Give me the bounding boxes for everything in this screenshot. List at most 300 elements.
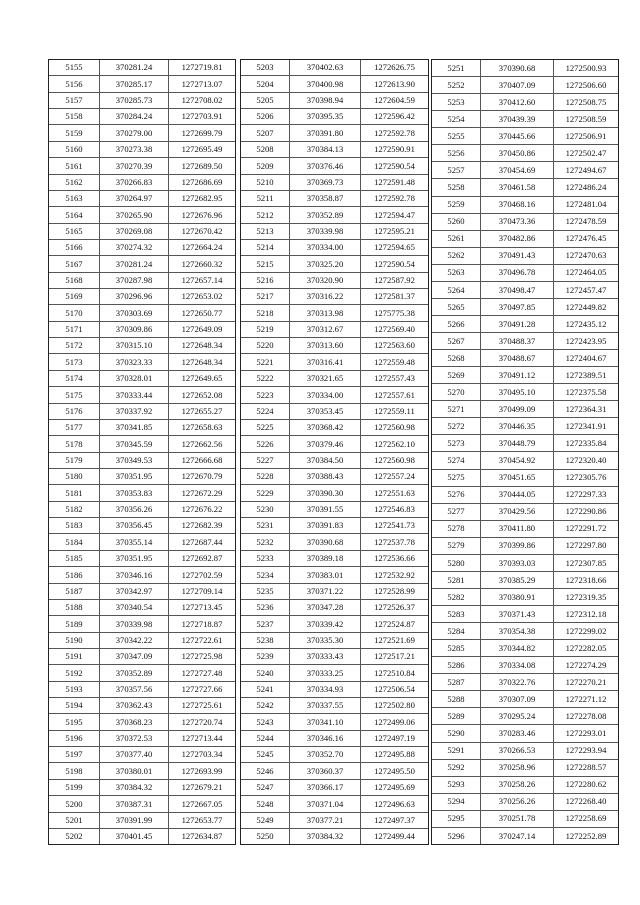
point-number-cell: 5193: [49, 682, 100, 697]
y-coordinate-cell: 1272649.65: [181, 373, 223, 384]
point-number-cell: 5189: [49, 616, 100, 631]
point-number-cell: 5269: [432, 367, 481, 383]
table-row: [241, 404, 428, 420]
table-row: [241, 763, 428, 779]
x-coordinate-cell: 370393.03: [481, 555, 554, 571]
y-coordinate-cell: 1272291.72: [565, 523, 607, 534]
x-coordinate-cell: 370461.58: [481, 179, 554, 195]
table-row: [241, 224, 428, 240]
x-coordinate-cell: 370391.99: [100, 813, 169, 828]
table-row: [432, 282, 618, 299]
point-number-cell: 5210: [241, 175, 290, 190]
x-coordinate-cell: 370355.14: [100, 534, 169, 549]
table-row: [49, 714, 235, 730]
table-row: [432, 640, 618, 657]
point-number-cell: 5228: [241, 469, 290, 484]
point-number-cell: 5212: [241, 207, 290, 222]
point-number-cell: 5276: [432, 487, 481, 503]
table-row: [241, 175, 428, 191]
x-coordinate-cell: 370496.78: [481, 265, 554, 281]
point-number-cell: 5222: [241, 371, 290, 386]
x-coordinate-cell: 370399.86: [481, 538, 554, 554]
table-row: [241, 747, 428, 763]
x-coordinate-cell: 370454.69: [481, 162, 554, 178]
y-coordinate-cell: 1272713.44: [181, 733, 223, 744]
table-row: [49, 289, 235, 305]
table-row: [432, 828, 618, 844]
table-row: [241, 240, 428, 256]
x-coordinate-cell: 370353.45: [290, 404, 361, 419]
table-row: [49, 76, 235, 92]
point-number-cell: 5185: [49, 551, 100, 566]
x-coordinate-cell: 370337.92: [100, 404, 169, 419]
point-number-cell: 5295: [432, 811, 481, 827]
table-row: [241, 796, 428, 812]
table-row: [432, 214, 618, 231]
x-coordinate-cell: 370347.09: [100, 649, 169, 664]
y-coordinate-cell: 1272268.40: [565, 796, 607, 807]
y-coordinate-cell: 1272319.35: [565, 591, 607, 602]
y-coordinate-cell: 1272290.86: [565, 506, 607, 517]
y-coordinate-cell: 1272557.61: [374, 389, 415, 400]
point-number-cell: 5273: [432, 435, 481, 451]
point-number-cell: 5202: [49, 829, 100, 844]
x-coordinate-cell: 370321.65: [290, 371, 361, 386]
y-coordinate-cell: 1272626.75: [374, 62, 415, 73]
point-number-cell: 5266: [432, 316, 481, 332]
x-coordinate-cell: 370376.46: [290, 158, 361, 173]
x-coordinate-cell: 370354.38: [481, 623, 554, 639]
x-coordinate-cell: 370384.50: [290, 453, 361, 468]
point-number-cell: 5219: [241, 322, 290, 337]
x-coordinate-cell: 370352.89: [100, 665, 169, 680]
x-coordinate-cell: 370371.22: [290, 584, 361, 599]
point-number-cell: 5214: [241, 240, 290, 255]
x-coordinate-cell: 370482.86: [481, 231, 554, 247]
x-coordinate-cell: 370322.76: [481, 674, 554, 690]
point-number-cell: 5230: [241, 502, 290, 517]
x-coordinate-cell: 370333.44: [100, 387, 169, 402]
table-row: [49, 747, 235, 763]
table-row: [49, 698, 235, 714]
y-coordinate-cell: 1272713.07: [181, 78, 223, 89]
table-row: [49, 485, 235, 501]
x-coordinate-cell: 370448.79: [481, 435, 554, 451]
x-coordinate-cell: 370342.97: [100, 584, 169, 599]
x-coordinate-cell: 370451.65: [481, 470, 554, 486]
y-coordinate-cell: 1272288.57: [565, 762, 607, 773]
point-number-cell: 5200: [49, 796, 100, 811]
x-coordinate-cell: 370377.21: [290, 813, 361, 828]
y-coordinate-cell: 1272341.91: [565, 421, 607, 432]
point-number-cell: 5184: [49, 534, 100, 549]
y-coordinate-cell: 1272658.63: [181, 422, 223, 433]
point-number-cell: 5254: [432, 111, 481, 127]
table-row: [49, 371, 235, 387]
table-row: [241, 780, 428, 796]
y-coordinate-cell: 1272664.24: [181, 242, 223, 253]
point-number-cell: 5201: [49, 813, 100, 828]
y-coordinate-cell: 1272725.61: [181, 700, 223, 711]
point-number-cell: 5195: [49, 714, 100, 729]
x-coordinate-cell: 370353.83: [100, 485, 169, 500]
y-coordinate-cell: 1272660.32: [181, 258, 223, 269]
y-coordinate-cell: 1272676.22: [181, 504, 223, 515]
y-coordinate-cell: 1272687.44: [181, 536, 223, 547]
x-coordinate-cell: 370411.80: [481, 521, 554, 537]
x-coordinate-cell: 370488.67: [481, 350, 554, 366]
table-row: [49, 354, 235, 370]
point-number-cell: 5261: [432, 231, 481, 247]
table-row: [241, 371, 428, 387]
x-coordinate-cell: 370491.12: [481, 367, 554, 383]
point-number-cell: 5198: [49, 763, 100, 778]
x-coordinate-cell: 370344.82: [481, 640, 554, 656]
point-number-cell: 5278: [432, 521, 481, 537]
point-number-cell: 5158: [49, 109, 100, 124]
table-row: [49, 207, 235, 223]
y-coordinate-cell: 1272506.91: [565, 130, 607, 141]
y-coordinate-cell: 1272375.58: [565, 386, 607, 397]
x-coordinate-cell: 370352.70: [290, 747, 361, 762]
y-coordinate-cell: 1272718.87: [181, 618, 223, 629]
y-coordinate-cell: 1272297.33: [565, 489, 607, 500]
point-number-cell: 5164: [49, 207, 100, 222]
point-number-cell: 5188: [49, 600, 100, 615]
table-row: [432, 691, 618, 708]
point-number-cell: 5160: [49, 142, 100, 157]
table-row: [241, 256, 428, 272]
x-coordinate-cell: 370400.98: [290, 76, 361, 91]
table-row: [432, 248, 618, 265]
y-coordinate-cell: 1272495.50: [374, 765, 415, 776]
point-number-cell: 5156: [49, 76, 100, 91]
point-number-cell: 5268: [432, 350, 481, 366]
point-number-cell: 5241: [241, 682, 290, 697]
x-coordinate-cell: 370444.05: [481, 487, 554, 503]
x-coordinate-cell: 370380.91: [481, 589, 554, 605]
table-row: [49, 322, 235, 338]
x-coordinate-cell: 370390.30: [290, 485, 361, 500]
y-coordinate-cell: 1272596.42: [374, 111, 415, 122]
y-coordinate-cell: 1272613.90: [374, 78, 415, 89]
x-coordinate-cell: 370266.53: [481, 743, 554, 759]
y-coordinate-cell: 1272686.69: [181, 176, 223, 187]
y-coordinate-cell: 1272569.40: [374, 324, 415, 335]
y-coordinate-cell: 1272559.11: [374, 405, 415, 416]
point-number-cell: 5180: [49, 469, 100, 484]
x-coordinate-cell: 370287.98: [100, 273, 169, 288]
x-coordinate-cell: 370401.45: [100, 829, 169, 844]
coordinate-table-left: [48, 59, 236, 845]
y-coordinate-cell: 1272457.47: [565, 284, 607, 295]
y-coordinate-cell: 1272692.87: [181, 553, 223, 564]
x-coordinate-cell: 370391.83: [290, 518, 361, 533]
y-coordinate-cell: 1272634.87: [181, 831, 223, 842]
y-coordinate-cell: 1272278.08: [565, 711, 607, 722]
point-number-cell: 5191: [49, 649, 100, 664]
table-row: [432, 384, 618, 401]
y-coordinate-cell: 1272271.12: [565, 694, 607, 705]
table-row: [432, 197, 618, 214]
table-row: [241, 125, 428, 141]
x-coordinate-cell: 370251.78: [481, 811, 554, 827]
y-coordinate-cell: 1272725.98: [181, 651, 223, 662]
x-coordinate-cell: 370383.01: [290, 567, 361, 582]
point-number-cell: 5223: [241, 387, 290, 402]
x-coordinate-cell: 370391.55: [290, 502, 361, 517]
table-row: [432, 162, 618, 179]
y-coordinate-cell: 1272562.10: [374, 438, 415, 449]
x-coordinate-cell: 370379.46: [290, 436, 361, 451]
x-coordinate-cell: 370341.85: [100, 420, 169, 435]
y-coordinate-cell: 1272299.02: [565, 625, 607, 636]
y-coordinate-cell: 1272537.78: [374, 536, 415, 547]
y-coordinate-cell: 1275775.38: [374, 307, 415, 318]
table-row: [432, 350, 618, 367]
x-coordinate-cell: 370345.59: [100, 436, 169, 451]
x-coordinate-cell: 370360.37: [290, 763, 361, 778]
point-number-cell: 5277: [432, 504, 481, 520]
x-coordinate-cell: 370274.32: [100, 240, 169, 255]
point-number-cell: 5245: [241, 747, 290, 762]
point-number-cell: 5286: [432, 657, 481, 673]
x-coordinate-cell: 370313.98: [290, 305, 361, 320]
x-coordinate-cell: 370325.20: [290, 256, 361, 271]
point-number-cell: 5244: [241, 731, 290, 746]
y-coordinate-cell: 1272604.59: [374, 95, 415, 106]
table-row: [241, 665, 428, 681]
x-coordinate-cell: 370368.23: [100, 714, 169, 729]
y-coordinate-cell: 1272305.76: [565, 472, 607, 483]
point-number-cell: 5293: [432, 777, 481, 793]
table-row: [432, 538, 618, 555]
point-number-cell: 5213: [241, 224, 290, 239]
table-row: [49, 567, 235, 583]
table-row: [432, 179, 618, 196]
point-number-cell: 5248: [241, 796, 290, 811]
point-number-cell: 5203: [241, 60, 290, 75]
x-coordinate-cell: 370285.17: [100, 76, 169, 91]
y-coordinate-cell: 1272581.37: [374, 291, 415, 302]
point-number-cell: 5174: [49, 371, 100, 386]
y-coordinate-cell: 1272486.24: [565, 182, 607, 193]
x-coordinate-cell: 370273.38: [100, 142, 169, 157]
table-row: [432, 299, 618, 316]
x-coordinate-cell: 370307.09: [481, 691, 554, 707]
point-number-cell: 5169: [49, 289, 100, 304]
table-row: [49, 158, 235, 174]
table-row: [241, 305, 428, 321]
table-row: [49, 404, 235, 420]
point-number-cell: 5226: [241, 436, 290, 451]
y-coordinate-cell: 1272653.02: [181, 291, 223, 302]
table-row: [241, 60, 428, 76]
x-coordinate-cell: 370439.39: [481, 111, 554, 127]
table-row: [49, 109, 235, 125]
x-coordinate-cell: 370351.95: [100, 551, 169, 566]
x-coordinate-cell: 370339.98: [290, 224, 361, 239]
x-coordinate-cell: 370333.43: [290, 649, 361, 664]
table-row: [432, 589, 618, 606]
table-row: [432, 674, 618, 691]
y-coordinate-cell: 1272258.69: [565, 813, 607, 824]
y-coordinate-cell: 1272722.61: [181, 634, 223, 645]
y-coordinate-cell: 1272470.63: [565, 250, 607, 261]
point-number-cell: 5281: [432, 572, 481, 588]
x-coordinate-cell: 370320.90: [290, 273, 361, 288]
table-row: [432, 418, 618, 435]
table-row: [241, 322, 428, 338]
table-row: [241, 813, 428, 829]
x-coordinate-cell: 370358.87: [290, 191, 361, 206]
table-row: [241, 191, 428, 207]
table-row: [49, 682, 235, 698]
x-coordinate-cell: 370349.53: [100, 453, 169, 468]
x-coordinate-cell: 370328.01: [100, 371, 169, 386]
x-coordinate-cell: 370390.68: [481, 60, 554, 76]
table-row: [49, 387, 235, 403]
x-coordinate-cell: 370269.08: [100, 224, 169, 239]
table-row: [49, 600, 235, 616]
x-coordinate-cell: 370258.26: [481, 777, 554, 793]
table-row: [432, 333, 618, 350]
y-coordinate-cell: 1272335.84: [565, 438, 607, 449]
x-coordinate-cell: 370342.22: [100, 633, 169, 648]
point-number-cell: 5229: [241, 485, 290, 500]
point-number-cell: 5282: [432, 589, 481, 605]
point-number-cell: 5204: [241, 76, 290, 91]
point-number-cell: 5186: [49, 567, 100, 582]
point-number-cell: 5199: [49, 780, 100, 795]
x-coordinate-cell: 370368.42: [290, 420, 361, 435]
y-coordinate-cell: 1272508.59: [565, 113, 607, 124]
point-number-cell: 5235: [241, 584, 290, 599]
x-coordinate-cell: 370384.32: [290, 829, 361, 844]
x-coordinate-cell: 370387.31: [100, 796, 169, 811]
y-coordinate-cell: 1272702.59: [181, 569, 223, 580]
x-coordinate-cell: 370334.00: [290, 387, 361, 402]
table-row: [49, 633, 235, 649]
table-row: [241, 534, 428, 550]
x-coordinate-cell: 370497.85: [481, 299, 554, 315]
point-number-cell: 5272: [432, 418, 481, 434]
y-coordinate-cell: 1272506.60: [565, 79, 607, 90]
point-number-cell: 5190: [49, 633, 100, 648]
table-row: [241, 76, 428, 92]
point-number-cell: 5166: [49, 240, 100, 255]
table-row: [241, 338, 428, 354]
table-row: [432, 145, 618, 162]
point-number-cell: 5252: [432, 77, 481, 93]
point-number-cell: 5292: [432, 760, 481, 776]
y-coordinate-cell: 1272693.99: [181, 765, 223, 776]
point-number-cell: 5294: [432, 794, 481, 810]
table-row: [49, 338, 235, 354]
y-coordinate-cell: 1272648.34: [181, 340, 223, 351]
x-coordinate-cell: 370450.86: [481, 145, 554, 161]
point-number-cell: 5288: [432, 691, 481, 707]
point-number-cell: 5220: [241, 338, 290, 353]
table-row: [241, 109, 428, 125]
x-coordinate-cell: 370491.28: [481, 316, 554, 332]
y-coordinate-cell: 1272727.66: [181, 684, 223, 695]
x-coordinate-cell: 370366.17: [290, 780, 361, 795]
point-number-cell: 5172: [49, 338, 100, 353]
y-coordinate-cell: 1272496.63: [374, 798, 415, 809]
x-coordinate-cell: 370495.10: [481, 384, 554, 400]
table-row: [241, 714, 428, 730]
x-coordinate-cell: 370369.73: [290, 175, 361, 190]
x-coordinate-cell: 370265.90: [100, 207, 169, 222]
point-number-cell: 5208: [241, 142, 290, 157]
point-number-cell: 5270: [432, 384, 481, 400]
point-number-cell: 5262: [432, 248, 481, 264]
table-row: [432, 794, 618, 811]
y-coordinate-cell: 1272270.21: [565, 676, 607, 687]
table-row: [49, 240, 235, 256]
x-coordinate-cell: 370390.68: [290, 534, 361, 549]
table-row: [432, 606, 618, 623]
table-row: [241, 682, 428, 698]
y-coordinate-cell: 1272546.83: [374, 504, 415, 515]
x-coordinate-cell: 370295.24: [481, 708, 554, 724]
table-row: [49, 780, 235, 796]
y-coordinate-cell: 1272497.19: [374, 733, 415, 744]
table-row: [432, 521, 618, 538]
y-coordinate-cell: 1272720.74: [181, 716, 223, 727]
y-coordinate-cell: 1272481.04: [565, 199, 607, 210]
point-number-cell: 5296: [432, 828, 481, 844]
y-coordinate-cell: 1272423.95: [565, 335, 607, 346]
x-coordinate-cell: 370270.39: [100, 158, 169, 173]
y-coordinate-cell: 1272695.49: [181, 144, 223, 155]
y-coordinate-cell: 1272682.95: [181, 193, 223, 204]
point-number-cell: 5290: [432, 725, 481, 741]
table-row: [241, 502, 428, 518]
point-number-cell: 5196: [49, 731, 100, 746]
y-coordinate-cell: 1272297.80: [565, 540, 607, 551]
table-row: [432, 128, 618, 145]
point-number-cell: 5225: [241, 420, 290, 435]
x-coordinate-cell: 370339.42: [290, 616, 361, 631]
x-coordinate-cell: 370341.10: [290, 714, 361, 729]
point-number-cell: 5258: [432, 179, 481, 195]
x-coordinate-cell: 370283.46: [481, 725, 554, 741]
table-row: [432, 367, 618, 384]
coordinate-table-middle: [240, 59, 429, 845]
x-coordinate-cell: 370266.83: [100, 175, 169, 190]
point-number-cell: 5233: [241, 551, 290, 566]
point-number-cell: 5175: [49, 387, 100, 402]
y-coordinate-cell: 1272590.54: [374, 160, 415, 171]
y-coordinate-cell: 1272670.79: [181, 471, 223, 482]
y-coordinate-cell: 1272650.77: [181, 307, 223, 318]
x-coordinate-cell: 370362.43: [100, 698, 169, 713]
y-coordinate-cell: 1272559.48: [374, 356, 415, 367]
table-row: [49, 436, 235, 452]
y-coordinate-cell: 1272592.78: [374, 127, 415, 138]
y-coordinate-cell: 1272506.54: [374, 684, 415, 695]
point-number-cell: 5275: [432, 470, 481, 486]
table-row: [432, 504, 618, 521]
table-row: [241, 567, 428, 583]
table-row: [241, 584, 428, 600]
y-coordinate-cell: 1272435.12: [565, 318, 607, 329]
y-coordinate-cell: 1272679.21: [181, 782, 223, 793]
y-coordinate-cell: 1272526.37: [374, 602, 415, 613]
point-number-cell: 5232: [241, 534, 290, 549]
